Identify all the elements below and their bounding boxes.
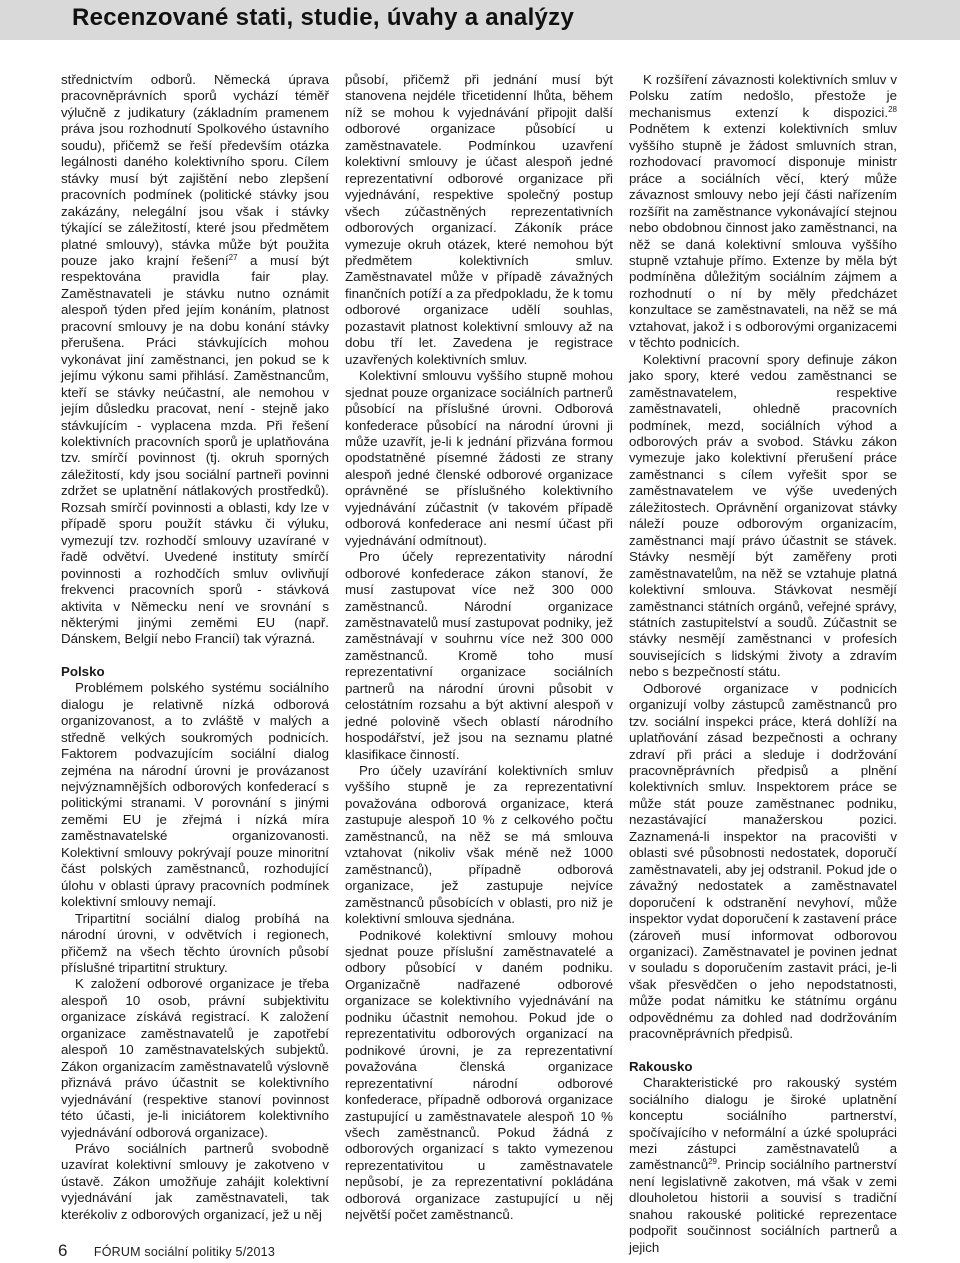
paragraph: K založení odborové organizace je třeba alespoň 10 osob, právní subjektivitu organizace získává registrací. K založení organizace zaměstnavatelů je zapotřebí alespoň 10 zaměstnavatelských subjektů. Zákon organizacím zaměstnavatelů výslovně přiznává právo účastnit se kolektivního vyjednávání (respektive stanoví povinnost této účasti, je-li iniciátorem kolektivního vyjednávání odborová organizace). (61, 976, 329, 1140)
header-bar (0, 0, 960, 40)
paragraph: Podnikové kolektivní smlouvy mohou sjednat pouze příslušní zaměstnavatelé a odbory působící v daném podniku. Organizačně nadřazené odborové organizace se kolektivního vyjednávání na podniku účastnit nemohou. Pokud jde o reprezentativitu odborových organizací na podnikové úrovni, je za reprezentativní považována členská organizace reprezentativní národní odborové konfederace, případně odborová organizace zastupující u zaměstnavatele alespoň 10 % všech zaměstnanců. Pokud žádná z odborových organizací s takto vymezenou reprezentativitou u zaměstnavatele nepůsobí, je za reprezentativní pokládána odborová organizace zastupující u něj největší počet zaměstnanců. (345, 927, 613, 1223)
paragraph: Pro účely uzavírání kolektivních smluv vyššího stupně je za reprezentativní považována odborová organizace, která zastupuje alespoň 10 % z celkového počtu zaměstnanců, na něž se má smlouva vztahovat (nikoliv však méně než 1000 zaměstnanců), případně odborová organizace, jež zastupuje nejvíce zaměstnanců působících v oblasti, pro niž je kolektivní smlouva sjednána. (345, 763, 613, 927)
paragraph: Tripartitní sociální dialog probíhá na národní úrovni, v odvětvích i regionech, přičemž na všech těchto úrovních působí příslušné tripartitní struktury. (61, 910, 329, 976)
paragraph: Kolektivní pracovní spory definuje zákon jako spory, které vedou zaměstnanci se zaměstnavatelem, respektive zaměstnavateli, ohledně pracovních podmínek, mezd, sociálních výhod a odborových práv a svobod. Stávku zákon vymezuje jako kolektivní přerušení práce zaměstnanci s cílem vyřešit spor se zaměstnavatelem ve výše uvedených záležitostech. Oprávnění organizovat stávky náleží pouze odborovým organizacím, zaměstnanci mají právo účastnit se stávek. Stávky nesmějí být zaměřeny proti zaměstnavatelům, na něž se vztahuje platná kolektivní smlouva. Stávkovat nesmějí zaměstnanci státních orgánů, veřejné správy, státních zastupitelství a soudů. Zúčastnit se stávky nesmějí zaměstnanci v profesích souvisejících s lidskými životy a zdravím nebo s bezpečností státu. (629, 351, 897, 680)
page-footer (58, 1241, 275, 1261)
paragraph: Odborové organizace v podnicích organizují volby zástupců zaměstnanců pro tzv. sociální inspekci práce, která dohlíží na uplatňování zásad bezpečnosti a ochrany zdraví při práci a sleduje i dodržování pracovněprávních předpisů a plnění kolektivních smluv. Inspektorem práce se může stát pouze zaměstnanec podniku, nezastávající manažerskou pozici. Zaznamená-li inspektor na pracovišti v oblasti své působnosti nedostatek, doporučí zaměstnavateli, aby jej odstranil. Pokud jde o závažný nedostatek a zaměstnavatel doporučení k odstranění nevyhoví, může inspektor vydat doporučení k zastavení práce (zároveň musí informovat odborovou organizaci). Zaměstnavatel je povinen jednat v souladu s doporučením zastavit práci, je-li však přesvědčen o jeho nepodstatnosti, může podat námitku ke státnímu orgánu odpovědnému za dohled nad dodržováním pracovněprávních předpisů. (629, 680, 897, 1042)
footnote-ref: 27 (228, 252, 238, 262)
column-2 (345, 72, 613, 1224)
journal-name: FÓRUM sociální politiky 5/2013 (93, 1245, 275, 1259)
column-3 (629, 72, 897, 1256)
page-number: 6 (58, 1241, 68, 1260)
section-title: Recenzované stati, studie, úvahy a analýzy (72, 4, 575, 31)
heading-rakousko: Rakousko (629, 1058, 693, 1074)
column-1 (61, 72, 329, 1223)
paragraph: Kolektivní smlouvu vyššího stupně mohou sjednat pouze organizace sociálních partnerů působící na příslušné úrovni. Odborová konfederace působící na národní úrovni ji může uzavřít, je-li k jednání přizvána formou opodstatněné písemné žádosti ze strany alespoň jedné členské odborové organizace oprávněné se příslušného kolektivního vyjednávání zúčastnit (v takovém případě odborová konfederace ani nesmí účast při vyjednávání odmítnout). (345, 368, 613, 548)
footnote-ref: 29 (708, 1157, 717, 1167)
paragraph: Pro účely reprezentativity národní odborové konfederace zákon stanoví, že musí zastupovat více než 300 000 zaměstnanců. Národní organizace zaměstnavatelů musí zastupovat podniky, jež zaměstnávají v souhrnu více než 300 000 zaměstnanců. Kromě toho musí reprezentativní organizace sociálních partnerů na národní úrovni působit v celostátním rozsahu a být aktivní alespoň v jedné polovině všech oblastí národního hospodářství, jež jsou na seznamu platné klasifikace činností. (345, 549, 613, 762)
paragraph: střednictvím odborů. Německá úprava pracovněprávních sporů vychází téměř výlučně z judikatury (základním pramenem práva jsou rozhodnutí Spolkového ústavního soudu), přičemž se řeší především otázka legálnosti daného kolektivního sporu. Cílem stávky musí být zajištění nebo zlepšení pracovních podmínek (politické stávky jsou zakázány, nelegální jsou však i stávky týkající se záležitostí, které jsou předmětem platné smlouvy), stávka může být použita pouze jako krajní řešení$^{27}$ a musí být respektována pravidla fair play. Zaměstnavateli je stávku nutno oznámit alespoň týden před jejím konáním, platnost pracovní smlouvy je na dobu konání stávky přerušena. Práci stávkujících mohou vykonávat jiní zaměstnanci, jen pokud se k jejímu výkonu sami přihlásí. Zaměstnancům, kteří se stávky neúčastní, ale nemohou v jejím důsledku pracovat, není - stejně jako stávkujícím - vyplacena mzda. Při řešení kolektivních pracovních sporů je uplatňována tzv. smírčí povinnost (tj. okruh sporných záležitostí, kdy jsou sociální partneři povinni zdržet se uplatnění nátlakových prostředků). Rozsah smírčí povinnosti a oblasti, kdy lze v případě sporu použít stávku či výluku, vymezují tzv. rozhodčí smlouvy uzavírané v řadě odvětví. Uvedené instituty smírčí povinnosti a rozhodčích smluv ovlivňují frekvenci pracovních sporů - stávková aktivita v Německu není ve srovnání s některými jinými zeměmi EU (např. Dánskem, Belgií nebo Francií) tak výrazná. (61, 72, 329, 647)
paragraph: působí, přičemž při jednání musí být stanovena nejdéle třicetidenní lhůta, během níž se mohou k vyjednávání připojit další odborové organizace působící u zaměstnavatele. Podmínkou uzavření kolektivní smlouvy je účast alespoň jedné reprezentativní odborové organizace při vyjednávání, respektive společný postup všech zúčastněných reprezentativních odborových organizací. Zákoník práce vymezuje okruh otázek, které nemohou být předmětem kolektivních smluv. Zaměstnavatel může v případě závažných finančních potíží a za předpokladu, že k tomu odborové organizace udělí souhlas, pozastavit platnost kolektivní smlouvy až na dobu tří let. Zavedena je registrace uzavřených kolektivních smluv. (345, 72, 613, 367)
paragraph: Právo sociálních partnerů svobodně uzavírat kolektivní smlouvy je zakotveno v ústavě. Zákon umožňuje zahájit kolektivní vyjednávání jak zaměstnavateli, tak kterékoliv z odborových organizací, jež u něj (61, 1141, 329, 1222)
paragraph: Problémem polského systému sociálního dialogu je relativně nízká odborová organizovanost, a to zvláště v malých a středně velkých soukromých podnicích. Faktorem podvazujícím sociální dialog zejména na národní úrovni je provázanost nejvýznamnějších odborových konfederací s politickými stranami. V porovnání s jinými zeměmi EU je zřejmá i nízká míra zaměstnavatelské organizovanosti. Kolektivní smlouvy pokrývají pouze minoritní část polských zaměstnanců, rozhodující úlohu v oblasti úpravy pracovních podmínek kolektivní smlouvy nemají. (61, 680, 329, 910)
heading-polsko: Polsko (61, 663, 105, 679)
paragraph: Charakteristické pro rakouský systém sociálního dialogu je široké uplatnění konceptu sociálního partnerství, spočívajícího v neformální a úzké spolupráci mezi zástupci zaměstnavatelů a zaměstnanců$^{29}$. Princip sociálního partnerství není legislativně zakotven, má však v zemi dlouholetou historii a souvisí s tradiční snahou rakouské politické reprezentace podpořit součinnost sociálních partnerů a jejich (629, 1075, 897, 1255)
footnote-ref: 28 (888, 104, 897, 114)
paragraph: K rozšíření závaznosti kolektivních smluv v Polsku zatím nedošlo, přestože je mechanismus extenzí k dispozici.$^{28}$ Podnětem k extenzi kolektivních smluv vyššího stupně je žádost smluvních stran, rozhodovací pravomocí disponuje ministr práce a sociálních věcí, který může závaznost smlouvy nebo její části nařízením rozšířit na zaměstnance vykonávající stejnou nebo obdobnou činnost jako zaměstnanci, na něž se daná kolektivní smlouva vyššího stupně vztahuje přímo. Extenze by měla být podmíněna důležitým sociálním zájmem a rozhodnutí o ní by měly předcházet konzultace se zaměstnavateli, na něž se má vztahovat, jakož i s odborovými organizacemi v těchto podnicích. (629, 72, 897, 351)
